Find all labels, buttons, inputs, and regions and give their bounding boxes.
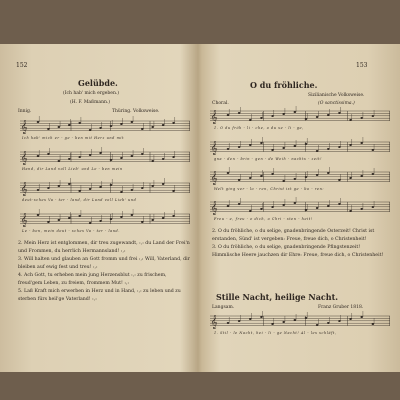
- lyric-line: Freu - e, freu - e dich, o Chri - sten - heit!: [214, 217, 313, 221]
- left-song-subtitle: (Ich hab' mich ergeben.): [63, 91, 120, 96]
- verse: 2. Mein Herz ist entglommen, dir treu zugewandt, :,: du Land der Frei'n und Frommen, du herrlich Hermannsland! :,:: [18, 241, 190, 254]
- svg-text:𝄞: 𝄞: [20, 181, 28, 196]
- verse: 4. Ach Gott, tu erheben mein jung Herzensblut :,: zu frischem, freud'gem Leben, zu freiem, frommem Mut! :,:: [18, 273, 167, 286]
- left-song-title: Gelübde.: [78, 78, 118, 88]
- right-tempo-detail: (O sanctissima.): [318, 101, 355, 106]
- right-tempo-2: Langsam.: [212, 305, 235, 310]
- music-staff: [210, 109, 390, 123]
- svg-text:𝄞: 𝄞: [20, 150, 28, 165]
- lyric-line: 1. Stil - le Nacht, hei - li - ge Nacht! Al - les schläft,: [214, 331, 337, 335]
- svg-text:𝄞: 𝄞: [210, 200, 218, 215]
- lyric-line: deut-sches Va - ter - land, dir Land voll Lieb' und: [22, 198, 137, 202]
- lyric-line: Ich hab' mich er - ge - ben mit Herz und mit: [22, 136, 125, 140]
- svg-text:𝄞: 𝄞: [210, 170, 218, 185]
- left-tempo: Innig.: [18, 109, 32, 114]
- svg-text:𝄞: 𝄞: [210, 109, 218, 124]
- music-staff: [20, 212, 190, 226]
- music-staff: [210, 140, 390, 154]
- right-song-title-2: Stille Nacht, heilige Nacht.: [216, 292, 339, 302]
- svg-text:𝄞: 𝄞: [210, 140, 218, 155]
- right-page-number: 153: [356, 62, 368, 69]
- left-song-author: (H. F. Maßmann.): [70, 100, 111, 105]
- right-composer-2: Franz Gruber 1818.: [318, 305, 364, 310]
- music-staff: [210, 200, 390, 214]
- svg-text:𝄞: 𝄞: [210, 314, 218, 329]
- lyric-line: Hand, dir Land voll Lieb' und Le - ben mein: [22, 167, 123, 171]
- lyric-line: 1. O du fröh - li - che, o du se - li - ge,: [214, 126, 304, 130]
- lyric-line: Welt ging ver - lo - ren, Christ ist ge - bo - ren:: [214, 187, 325, 191]
- music-staff: [210, 170, 390, 184]
- lyric-line: gna - den - brin - gen - de Weih - nachts - zeit!: [214, 157, 323, 161]
- verse: 2. O du fröhliche, o du selige, gnadenbringende Osterzeit! Christ ist erstanden, Sünd' ist vergeben: Freue, freue dich, o Christenheit!: [212, 229, 375, 242]
- lyric-line: Le - ben, mein deut - sches Va - ter - land.: [22, 229, 121, 233]
- music-staff: [20, 150, 190, 164]
- svg-text:𝄞: 𝄞: [20, 212, 28, 227]
- svg-text:𝄞: 𝄞: [20, 119, 28, 134]
- music-staff: [210, 314, 390, 328]
- right-tempo: Choral.: [212, 101, 229, 106]
- left-page-number: 152: [16, 62, 28, 69]
- right-song-title: O du fröhliche.: [250, 80, 318, 90]
- left-verses: [18, 240, 190, 304]
- music-staff: [20, 181, 190, 195]
- right-page: [200, 0, 400, 400]
- verse: 5. Laß Kraft mich erwerben in Herz und in Hand, :,: zu leben und zu sterben fürs heil'ge Vaterland! :,:: [18, 289, 181, 302]
- right-verses: [212, 228, 388, 260]
- verse: 3. Will halten und glauben an Gott fromm und frei :,: Will, Vaterland, dir bleiben auf ewig fest und treu! :,:: [18, 257, 190, 270]
- left-melody-source: Thüring. Volksweise.: [112, 109, 160, 114]
- right-melody-source: Sizilianische Volksweise.: [308, 93, 365, 98]
- verse: 3. O du fröhliche, o du selige, gnadenbringende Pfingstenzeit! Himmlische Heere jauchzen dir Ehre: Freue, freue dich, o Christenheit!: [212, 245, 384, 258]
- music-staff: [20, 119, 190, 133]
